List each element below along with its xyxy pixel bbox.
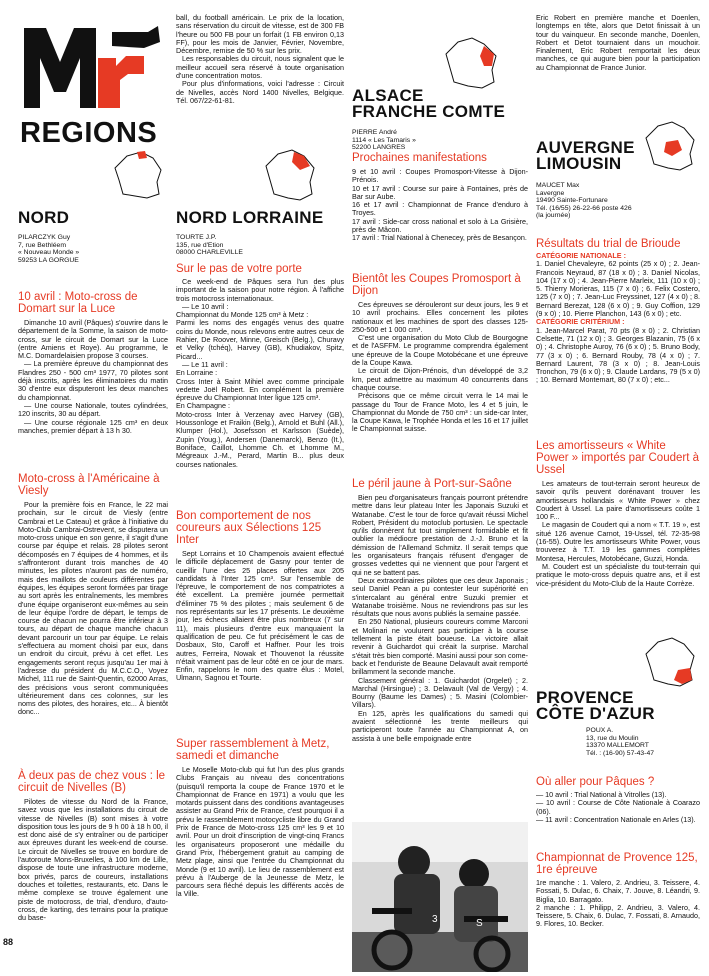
article-paragraph: 17 avril : Side-car cross national et solo à La Grisière, près de Mâcon. (352, 216, 528, 235)
results-paragraph: 1. Jean-Marcel Parat, 70 pts (8 x 0) ; 2. Christian Celsette, 71 (12 x 0) ; 3. Georges Blazanin, 75 (6 x 0) ; 4. Christophe Auroy, 76 (6 x 0) ; 5. Bruno Body, 77 (3 x 0) ; 6. Bernard Rouby, 78 (4 x 0) ; 7. Bernard Laurent, 78 (3 x 0) ; 8. Jean-Louis Tronchon, 79 (6 x 0) ; 9. Claude Lardans, 79 (5 x 0) ; 10. Bernard Montemart, 80 (7 x 0) ; etc... (536, 325, 700, 385)
article-paragraph: Cross Inter à Saint Mihiel avec comme principale vedette Joël Robert. En complément la première épreuve du Championnat Inter ligue 125 cm³. (176, 376, 344, 403)
region-name-line2: FRANCHE COMTE (352, 102, 506, 121)
article-title: Résultats du trial de Brioude (536, 238, 681, 250)
correspondent-street: 1114 « Les Tamaris » (352, 136, 416, 144)
region-name-line2: CÔTE D'AZUR (536, 704, 655, 723)
article-paragraph: En 125, après les qualifications du samedi qui avaient sélectionné les trente meilleurs qui participeront toute l'année au Championnat A, on assista à une belle empoignade entre (352, 708, 528, 743)
article-paragraph: Pilotes de vitesse du Nord de la France, savez vous que les installations du circuit de vitesse de Nivelles (B) sont mises à votre disposition tous les jours de 9 h 00 à 18 h 00, il est donc aisé de s'y entraîner ou de participer aux épreuves durant les week-end de course. Le circuit de Nivelles se trouve en bordure de l'autoroute Mons-Bruxelles, à 100 km de Lille, dispose de toute une infrastructure moderne, box privés, parcs de coureurs, installations douches et toilettes, restaurants, etc. Dans le même complexe se trouve également une piste de motocross, de trial, d'enduro, d'auto-cross, de karting, des terrains pour la pratique du base- (18, 797, 168, 923)
article-title: Les amortisseurs « White Power » importés par Coudert à Ussel (536, 440, 699, 476)
article-paragraph: Les amateurs de tout-terrain seront heureux de savoir qu'ils peuvent dorénavant trouver les amortisseurs hollandais « White Power » chez Coudert à Ussel. La paire d'amortisseurs coûte 1 100 F... (536, 479, 700, 522)
svg-text:S: S (476, 918, 483, 929)
article-pas-de-porte (176, 263, 344, 469)
correspondent-city: 59253 LA GORGUE (18, 256, 79, 264)
correspondent-street: 13, rue du Moulin (586, 734, 639, 742)
article-paragraph: Dimanche 10 avril (Pâques) s'ouvrire dans le département de la Somme, la saison de moto-cross, sur le circuit de Domart sur la Luce (entre Amiens et Roye). Au programme, le M.C. Domardelaisien propose 3 courses. (18, 318, 168, 361)
category-heading: CATÉGORIE CRITÉRIUM : (536, 317, 625, 327)
article-title: Le péril jaune à Port-sur-Saône (352, 478, 512, 490)
region-name-line1: ALSACE (352, 86, 424, 105)
article-paragraph: Le circuit de Dijon-Prénois, d'un développé de 3,2 km, peut admettre au maximum 40 concurrents dans chaque course. (352, 366, 528, 392)
article-title: 10 avril : Moto-cross de Domart sur la Luce (18, 291, 138, 315)
regions-logo (20, 22, 168, 149)
correspondent-street: 7, rue Bethléem (18, 241, 66, 249)
article-championnat-provence (536, 852, 700, 929)
article-viesly (18, 473, 168, 717)
region-name-line1: AUVERGNE (536, 138, 635, 157)
article-paragraph: — Une course régionale 125 cm³ en deux manches, premier départ à 13 h 30. (18, 417, 168, 435)
column-2 (176, 0, 344, 976)
article-paragraph: Les responsables du circuit, nous signalent que le meilleur accueil sera réservé à toute organisation d'une concentration motos. (176, 54, 344, 81)
article-paragraph: En Champagne : (176, 401, 230, 411)
article-paragraph: — Le 11 avril : (182, 359, 228, 369)
category-heading: CATÉGORIE NATIONALE : (536, 251, 626, 260)
article-paragraph: — La première épreuve du championnat des Flandres 250 - 500 cm³ 1977, 70 pilotes sont déjà inscrits, après les éliminatoires du matin 30 d'entre eux disputeront les deux manches du championnat. (18, 359, 168, 402)
correspondent-phone: Tél. : (16-90) 57-43-47 (586, 749, 655, 757)
article-domart (18, 291, 168, 435)
article-paragraph: Bien peu d'organisateurs français pourront prétendre mettre dans leur plateau Inter les Japonais Suzuki et Watanabe. C'est le tour de force qu'avait réussi Michel Robert, Président du motoclub portusien. Le spectacle qu'ils donnèrent fut tout simplement formidable et fit oublier la médiocre prestation de J.-J. Bruno et la démission de l'Allemand Schmitz. Il serait temps que les organisateurs français réfusent d'engager de grosses vedettes qui ne viennent que pour l'argent et qui ne se battent pas. (352, 493, 528, 577)
article-paragraph: Le Moselle Moto-club qui fut l'un des plus grands Clubs Français au niveau des concentrations (puisqu'il remporta la coupe de France 1970 et le Championnat de France en 1971) a voulu que les motards puissent dans des conditions avantageuses assister au Grand Prix de France, c'est pourquoi il a prévu le rassemblement motocycliste libre du Grand Prix de France de Moto-cross 125 cm³ les 9 et 10 avril. Pour un droit d'inscription de vingt-cinq Francs les organisateurs proposeront une médaille du Grand Prix, l'hébergement gratuit au camping de Metz plage, ainsi que l'entrée du Championnat du Monde (9 et 10 avril). Le lieu de rassemblement est prévu à l'Auberge de la Jeunesse de Metz, le parcours sera fléché depuis les différents accès de la Ville. (176, 765, 344, 899)
region-nord-header (18, 210, 168, 264)
results-paragraph: 1. Daniel Chevaleyre, 62 points (25 x 0) ; 2. Jean-Francois Neyraud, 87 (18 x 0) ; 3. Daniel Nicolas, 104 (17 x 0) ; 4. Jean-Pierre Marleix, 111 (10 x 0) ; 5. Thierry Morieras, 115 (7 x 0) ; 6. Felix Costero, 125 (7 x 0) ; 7. Jean-Luc Freyssinet, 127 (4 x 0) ; 8. Bernard Berezat, 128 (6 x 0) ; 9. Guy Coffion, 129 (9 x 0) ; 10. Pierre Planchon, 143 (6 x 0) ; etc. (536, 259, 700, 319)
article-paragraph: M. Coudert est un spécialiste du tout-terrain qui pratique le moto-cross depuis quatre ans, et il est vice-président du Moto-Club de la Haute Corrèze. (536, 561, 700, 588)
regions-title: REGIONS (20, 117, 158, 149)
article-paragraph: ball, du football américain. Le prix de la location, sans réservation du circuit de vitesse, est de 300 FB l'heure ou 500 FB pour un forfait (1 FB environ 0,13 FF), pour les mois de Janvier, Février, Novembre, Décembre, remise de 50 % sur les prix. (176, 13, 344, 56)
article-title: Bientôt les Coupes Promosport à Dijon (352, 273, 521, 297)
correspondent-city: 19490 Sainte-Fortunare (536, 197, 608, 205)
article-white-power (536, 440, 700, 588)
correspondent-name: POUX A. (586, 727, 614, 734)
region-alsace-header (352, 88, 528, 152)
article-coupes-promosport (352, 273, 528, 434)
france-map-icon (644, 636, 698, 688)
article-prochaines-manifestations (352, 152, 528, 243)
article-paragraph: 10 et 17 avril : Course sur paire à Fontaines, près de Bar sur Aube. (352, 183, 528, 201)
article-paragraph: Eric Robert en première manche et Doenlen, longtemps en tête, alors que Detot finissait à un tour du vainqueur. En seconde manche, Doenlen, Robert et Detot tournaient dans un mouchoir. Finalement, Eric Robert remportait les deux manches, ce qui augure bien pour la participation au Championnat de France Junior. (536, 13, 700, 72)
article-paragraph: En 250 National, plusieurs coureurs comme Marconi et Molinari ne voulurent pas participer à la course tellement la piste était boueuse. La victoire allait revenir à Guichardot qui créait la surprise. Marchal s'était très bien comporté. Masini aussi pour son come-back et l'enduriste de Beaune Delavault avait remporté brillamment la seconde manche. (352, 617, 528, 677)
france-map-icon (113, 150, 165, 200)
correspondent-hours: (la journée) (536, 212, 571, 220)
column-1 (18, 0, 168, 976)
correspondent-city: 13370 MALLEMORT (586, 742, 649, 750)
article-selections-125 (176, 510, 344, 683)
region-name-line2: LIMOUSIN (536, 154, 622, 173)
article-title: Sur le pas de votre porte (176, 263, 302, 275)
region-nord-lorraine-header (176, 210, 344, 257)
article-paques (536, 776, 700, 824)
article-paragraph: Pour plus d'informations, voici l'adresse : Circuit de Nivelles, accès Nord 1400 Nivelles, Belgique. Tél. 067/22-61-81. (176, 79, 344, 105)
article-paragraph: Championnat du Monde 125 cm³ à Metz : (176, 310, 309, 320)
article-title: Super rassemblement à Metz, samedi et dimanche (176, 738, 330, 762)
region-provence-header (536, 690, 700, 757)
nivelles-continued (176, 14, 344, 105)
article-paragraph: — 11 avril : Concentration Nationale en Arles (13). (536, 814, 696, 824)
article-title: Championnat de Provence 125, 1re épreuve (536, 852, 698, 876)
correspondent-street: Lavergne (536, 189, 565, 197)
correspondent-street2: « Nouveau Monde » (18, 249, 80, 257)
region-name-line1: PROVENCE (536, 688, 634, 707)
column-4 (536, 0, 700, 976)
france-map-icon (444, 36, 502, 90)
article-paragraph: Classement général : 1. Guichardot (Orgelet) ; 2. Marchal (Hirsingue) ; 3. Delavault (Val de Vergy) ; 4. Bourny (Baume les Dames) ; 5. Masini (Colombier-Villars). (352, 675, 528, 710)
article-title: Prochaines manifestations (352, 152, 487, 164)
article-title: À deux pas de chez vous : le circuit de Nivelles (B) (18, 770, 166, 794)
region-name: NORD LORRAINE (176, 208, 324, 227)
article-paragraph: Moto-cross Inter à Verzenay avec Harvey (GB), Houssonloge et Fraikin (Belg.), Arnold et Buhl (All.), Klumper (Hol.), Josefsson et Karlsson (Suède), Zupin (Youg.), Andersen (Danemarck), Benzo (It.), Boniface, Caillot, Lhomme Ch. et Lhomme M., Mégreaux J.-M., Perard, Martin B... plus deux courses nationales. (176, 409, 344, 469)
article-paragraph: C'est une organisation du Moto Club de Bourgogne et de l'ASFFM. Le programme comprendra également une épreuve de la Coupe Motobécane et une épreuve de la Coupe Kawa. (352, 333, 528, 368)
article-paragraph: — Le 10 avril : (182, 301, 229, 311)
article-peril-jaune (352, 478, 528, 743)
article-paragraph: Le magasin de Coudert qui a nom « T.T. 19 », est situé 126 avenue Carnot, 19-Ussel, tél. 72-35-98 (16-55). Outre les amortisseurs White Power, vous trouverez à T.T. 19 les gammes complètes Montesa, Hercules, Motobécane, Guzzi, Honda. (536, 520, 700, 563)
correspondent-city: 52200 LANGRES (352, 144, 406, 152)
article-paragraph: Ces épreuves se dérouleront sur deux jours, les 9 et 10 avril prochains. Elles concernent les pilotes nationaux et les machines de sport des classes 125-250-500 et 1 000 cm³. (352, 300, 528, 334)
correspondent-phone: Tél. (16/55) 26-22-66 poste 426 (536, 204, 632, 212)
correspondent-street: 135, rue d'Etion (176, 241, 224, 249)
motocross-riders-photo (352, 822, 528, 972)
column-3 (352, 0, 528, 976)
page-number: 88 (3, 937, 14, 947)
article-paragraph: 2 manche : 1. Philipp, 2. Andrieu, 3. Valero, 4. Teissere, 5. Chaix, 6. Dulac, 7. Fossati, 8. Arnaudo, 9. Flores, 10. Becker. (536, 902, 700, 929)
article-paragraph: Deux extraordinaires pilotes que ces deux Japonais ; seul Daniel Pean a pu contester leur supériorité en s'intercalant au général entre Suzuki premier et Watanabe troisième. Nous ne reviendrons pas sur les résultats que nous avons publiés la semaine passée. (352, 575, 528, 619)
article-paragraph: 9 et 10 avril : Coupes Promosport-Vitesse à Dijon-Prénois. (352, 167, 528, 185)
mr-logo-icon (20, 22, 168, 112)
correspondent-name: PILARCZYK Guy (18, 234, 71, 241)
article-paragraph: — 10 avril : Course de Côte Nationale à Coarazo (06). (536, 798, 700, 816)
france-map-icon (644, 120, 698, 172)
correspondent-city: 08000 CHARLEVILLE (176, 249, 243, 257)
article-paragraph: En Lorraine : (176, 368, 218, 378)
article-metz-rassemblement (176, 738, 344, 899)
peril-jaune-continued (536, 14, 700, 72)
article-trial-brioude (536, 238, 700, 385)
article-title: Où aller pour Pâques ? (536, 776, 655, 788)
article-title: Moto-cross à l'Américaine à Viesly (18, 473, 160, 497)
article-title: Bon comportement de nos coureurs aux Sélections 125 Inter (176, 510, 322, 546)
article-paragraph: 17 avril : Trial National à Chenecey, près de Besançon. (352, 233, 527, 243)
article-nivelles (18, 770, 168, 922)
article-paragraph: Parmi les noms des engagés venus des quatre coins du Monde, nous relevons entre autres ceux de Rahier, De Roover, Minne, Greisch (Belg.), Churavy et Velky (tchéq), Harvey (GB), Khudiakov, Spitz, Picard... (176, 318, 344, 361)
region-name: NORD (18, 208, 70, 227)
article-paragraph: — Une course Nationale, toutes cylindrées, 120 inscrits, 30 au départ. (18, 400, 168, 419)
correspondent-name: MAUCET Max (536, 182, 580, 189)
article-paragraph: — 10 avril : Trial National à Vitrolles (13). (536, 790, 667, 799)
france-map-icon (264, 148, 320, 202)
article-paragraph: Précisons que ce même circuit verra le 14 mai le passage du Tour de France Moto, les 4 et 5 juin, le Championnat du Monde de 750 cm³ : un side-car Inter, la Coupe Kawa, le Trophée Honda et les 16 et 17 juillet le Championnat suisse. (352, 391, 528, 434)
correspondent-name: PIERRE André (352, 129, 397, 136)
correspondent-name: TOURTE J.P. (176, 234, 217, 241)
article-paragraph: Ce week-end de Pâques sera l'un des plus important de la saison pour notre région. À l'affiche trois motocross internationaux. (176, 277, 344, 303)
article-paragraph: Pour la première fois en France, le 22 mai prochain, sur le circuit de Viesly (entre Cambrai et Le Cateau) et grâce à l'initiative du Moto-Club Cambrai-Ostrevent, se disputera un moto-cross unique en son genre, il s'agit d'une course par équipe et relais. 28 pilotes seront décomposés en 7 équipes de 4 hommes, et ils s'affronteront durant trois manches de 40 minutes, les pilotes n'auront pas de numéro, mais des maillots de couleurs différentes par équipes, les équipes seront formées par tirage au sort après les entraînements, les membres d'une équipe organiseront eux-mêmes au sein de leur équipe l'ordre de départ, le temps de course de chacun ne pourra être inférieur à 3 tours, au départ de chaque manche chacun devant parcourir un tour par équipe. Le relais s'effectuera au moment choisi par eux, dans un endroit du circuit, prévu à cet effet. Les engagements seront reçus jusqu'au 1er mai à l'adresse du président du M.C.C.O., Voyez Michel, 111 rue de Saint-Quentin, 62000 Arras, des précisions vous seront communiquées ultérieurement dans ces colonnes, sur les noms des pilotes, des horaires, etc... À bientôt donc... (18, 500, 168, 717)
article-paragraph: 1re manche : 1. Valero, 2. Andrieu, 3. Teissere, 4. Fossati, 5. Dulac, 6. Chaix, 7. Jouve, 8. Léandri, 9. Biglia, 10. Barragato. (536, 878, 700, 904)
svg-text:3: 3 (432, 914, 438, 925)
article-paragraph: Sept Lorrains et 10 Champenois avaient effectué le difficile déplacement de Gasny pour tenter de cueillir l'une des 25 places offertes aux 205 candidats à l'Inter 125 cm³. Sur l'ensemble de l'épreuve, le comportement de nos compatriotes a été excellent. La première journée permettait d'éliminer 75 % des pilotes ; mais seulement 6 de nos représentants sur les 17 présents. Le deuxième jour, les échecs allaient être plus nombreux (7 sur 11), mais plusieurs d'entre eux manquaient la qualification de peu. Ce fut précisément le cas de Dosbaux, Sto, Caroff et Haffner. Pour les trois autres, Ferreira, Nowak et Thouvenot la réussite n'était vraiment pas de leur côté en ce jour de mars. Enfin, rappelons le nom des quatre élus : Motel, Ulmann, Sagnou et Tourte. (176, 549, 344, 683)
article-paragraph: 16 et 17 avril : Championnat de France d'enduro à Troyes. (352, 200, 528, 218)
